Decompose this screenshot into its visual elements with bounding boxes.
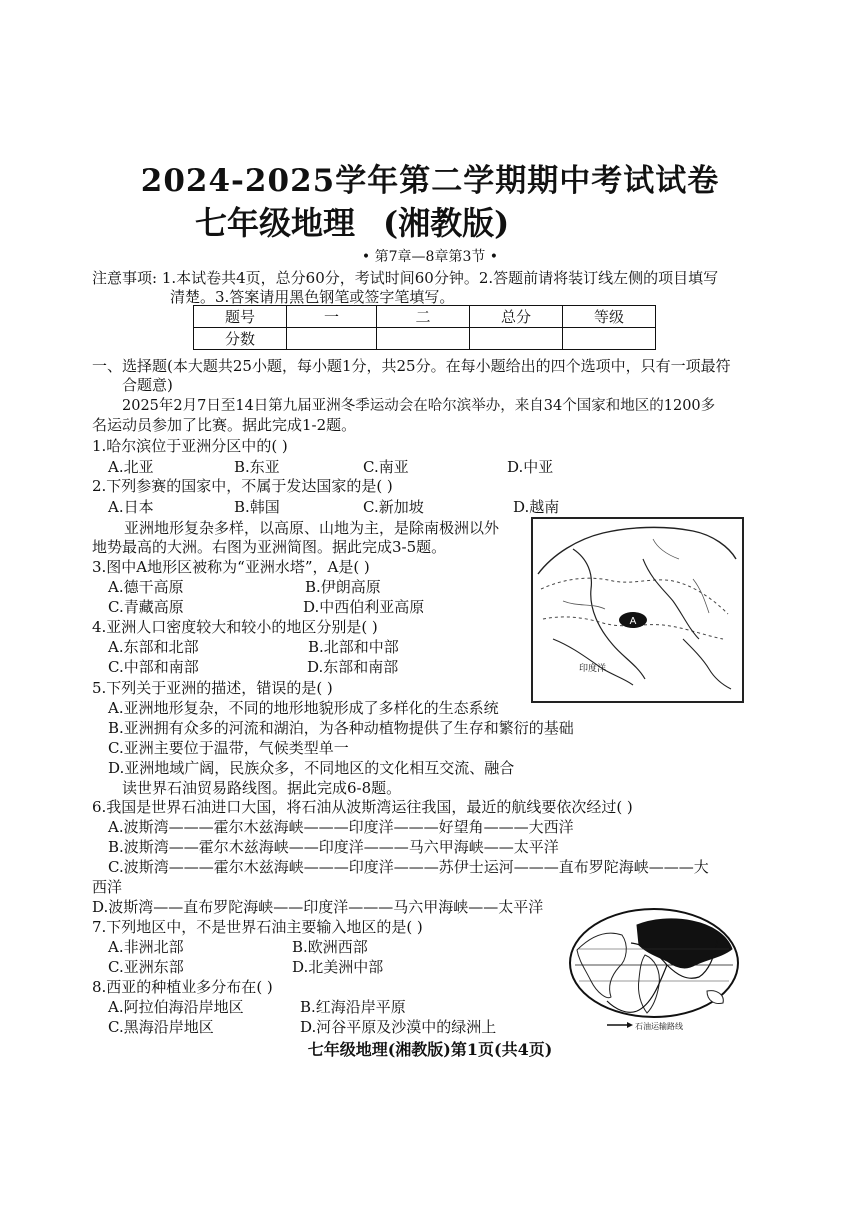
oil-map-legend-label: 石油运输路线: [635, 1022, 683, 1031]
q4-option-a: A.东部和北部: [108, 638, 199, 656]
asia-map-point-label: A: [629, 616, 637, 627]
q6-option-b: B.波斯湾——霍尔木兹海峡——印度洋———马六甲海峡——太平洋: [108, 838, 559, 856]
score-cell: [563, 328, 656, 350]
q3-option-d: D.中西伯利亚高原: [303, 598, 425, 616]
q8-option-c: C.黑海沿岸地区: [108, 1018, 214, 1036]
q2-option-d: D.越南: [513, 498, 560, 516]
asia-map-figure: [531, 517, 744, 703]
asia-map-drawing: [533, 519, 742, 701]
q5-option-a: A.亚洲地形复杂，不同的地形地貌形成了多样化的生态系统: [108, 699, 499, 717]
q7-option-c: C.亚洲东部: [108, 958, 184, 976]
q2-stem: 2.下列参赛的国家中，不属于发达国家的是( ): [92, 477, 393, 495]
q3-option-a: A.德干高原: [108, 578, 184, 596]
q6-option-c-2: 西洋: [92, 878, 123, 896]
q2-option-c: C.新加坡: [363, 498, 424, 516]
q1-option-a: A.北亚: [108, 458, 154, 476]
q4-stem: 4.亚洲人口密度较大和较小的地区分别是( ): [92, 618, 378, 636]
passage2-line-1: 亚洲地形复杂多样，以高原、山地为主，是除南极洲以外: [124, 519, 500, 537]
passage3: 读世界石油贸易路线图。据此完成6-8题。: [122, 779, 402, 797]
q3-option-c: C.青藏高原: [108, 598, 184, 616]
q1-option-b: B.东亚: [234, 458, 280, 476]
q8-option-d: D.河谷平原及沙漠中的绿洲上: [300, 1018, 497, 1036]
q7-option-b: B.欧洲西部: [292, 938, 368, 956]
score-cell: [470, 328, 563, 350]
q1-option-d: D.中亚: [507, 458, 554, 476]
score-cell: 题号: [194, 306, 287, 328]
q6-option-a: A.波斯湾———霍尔木兹海峡———印度洋———好望角———大西洋: [108, 818, 574, 836]
q2-option-b: B.韩国: [234, 498, 280, 516]
q7-option-d: D.北美洲中部: [292, 958, 384, 976]
subtitle-subject: 七年级地理: [195, 204, 356, 242]
subtitle-edition: (湘教版): [383, 204, 510, 242]
q3-option-b: B.伊朗高原: [305, 578, 381, 596]
section1-line-2: 合题意): [122, 376, 173, 394]
q8-stem: 8.西亚的种植业多分布在( ): [92, 978, 273, 996]
q5-option-b: B.亚洲拥有众多的河流和湖泊，为各种动植物提供了生存和繁衍的基础: [108, 719, 574, 737]
q5-stem: 5.下列关于亚洲的描述，错误的是( ): [92, 679, 333, 697]
q4-option-c: C.中部和南部: [108, 658, 199, 676]
q6-option-c-1: C.波斯湾———霍尔木兹海峡———印度洋———苏伊士运河———直布罗陀海峡———大: [108, 858, 709, 876]
q1-option-c: C.南亚: [363, 458, 409, 476]
notice-line-1: 注意事项: 1.本试卷共4页，总分60分，考试时间60分钟。2.答题前请将装订线左侧的项目填写: [92, 269, 719, 287]
passage1-line-2: 名运动员参加了比赛。据此完成1-2题。: [92, 416, 357, 434]
score-cell: [377, 328, 470, 350]
q5-option-c: C.亚洲主要位于温带，气候类型单一: [108, 739, 349, 757]
q4-option-b: B.北部和中部: [308, 638, 399, 656]
score-cell: [287, 328, 377, 350]
score-table: [193, 305, 656, 350]
notice-line-2: 清楚。3.答案请用黑色钢笔或签字笔填写。: [170, 288, 455, 306]
section1-line-1: 一、选择题(本大题共25小题，每小题1分，共25分。在每小题给出的四个选项中，只有一项最符: [92, 357, 731, 375]
oil-route-map-drawing: [567, 905, 742, 1037]
q7-stem: 7.下列地区中，不是世界石油主要输入地区的是( ): [92, 918, 423, 936]
asia-map-region-label: 印度洋: [579, 664, 607, 674]
score-cell: 一: [287, 306, 377, 328]
passage2-line-2: 地势最高的大洲。右图为亚洲简图。据此完成3-5题。: [92, 538, 447, 556]
chapter-range: • 第7章—8章第3节 •: [361, 249, 499, 265]
page-footer: 七年级地理(湘教版)第1页(共4页): [307, 1040, 553, 1059]
q6-option-d: D.波斯湾——直布罗陀海峡——印度洋———马六甲海峡——太平洋: [92, 898, 544, 916]
q8-option-b: B.红海沿岸平原: [300, 998, 406, 1016]
exam-subtitle: [195, 198, 509, 244]
exam-title: 2024-2025学年第二学期期中考试试卷: [140, 163, 720, 199]
q4-option-d: D.东部和南部: [307, 658, 399, 676]
score-cell: 二: [377, 306, 470, 328]
q7-option-a: A.非洲北部: [108, 938, 184, 956]
q3-stem: 3.图中A地形区被称为“亚洲水塔”，A是( ): [92, 558, 370, 576]
score-cell: 总分: [470, 306, 563, 328]
q8-option-a: A.阿拉伯海沿岸地区: [108, 998, 244, 1016]
score-cell: 分数: [194, 328, 287, 350]
q6-stem: 6.我国是世界石油进口大国，将石油从波斯湾运往我国，最近的航线要依次经过( ): [92, 798, 633, 816]
oil-route-map-figure: [567, 905, 742, 1037]
score-cell: 等级: [563, 306, 656, 328]
q2-option-a: A.日本: [108, 498, 154, 516]
q1-stem: 1.哈尔滨位于亚洲分区中的( ): [92, 437, 288, 455]
q5-option-d: D.亚洲地域广阔，民族众多，不同地区的文化相互交流、融合: [108, 759, 515, 777]
passage1-line-1: 2025年2月7日至14日第九届亚洲冬季运动会在哈尔滨举办，来自34个国家和地区的1200多: [122, 398, 716, 414]
